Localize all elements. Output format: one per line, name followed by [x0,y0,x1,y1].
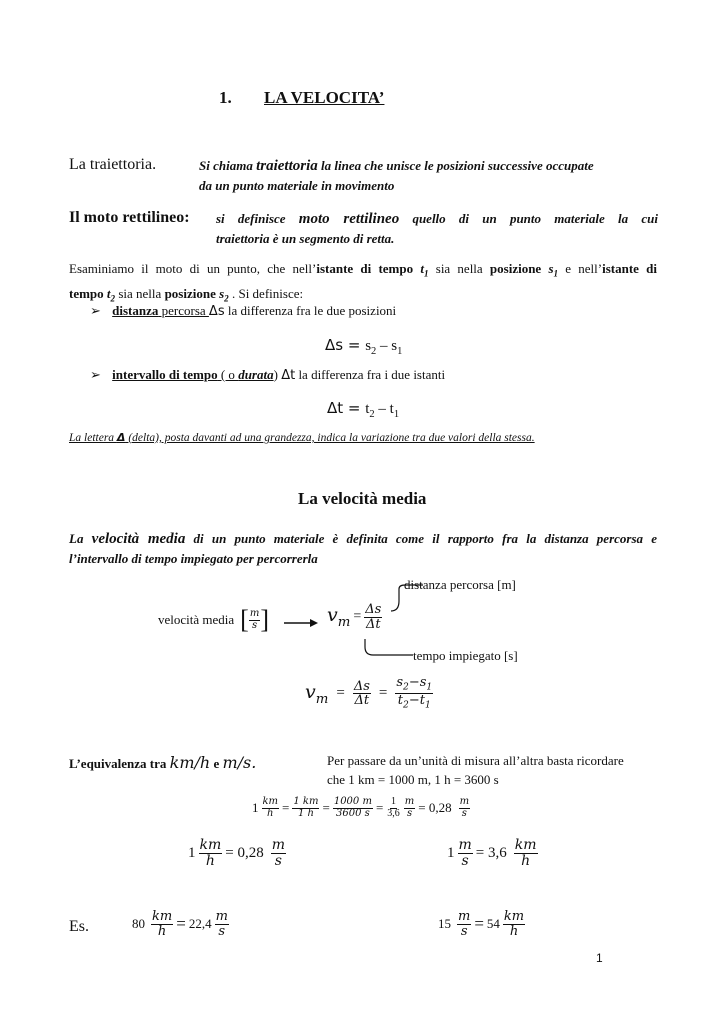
bullet1-distanza: distanza [112,303,159,318]
intro-s1-var: s [548,261,554,276]
conv-f2n: 1 km [293,796,319,807]
formula-t-lhs: Δt = [327,399,366,417]
intro-t1-sub: 1 [423,268,429,279]
delta-note-a: La lettera [69,432,117,444]
conv-f1d: h [267,807,274,819]
formula-t-t1-var: t [389,401,394,417]
n2m: − [408,675,420,690]
formula-delta-t [327,399,399,420]
label-time: tempo impiegato [s] [413,648,518,663]
conv-f6n: m [459,796,470,807]
traiettoria-def-line1 [199,156,669,176]
intro-t2 [106,285,116,304]
page-title [219,88,384,108]
conv-f3d: 3600 s [336,807,370,819]
conv-c1: 1 [252,800,259,815]
intro-s1 [548,261,559,279]
page-number: 1 [596,951,603,965]
formula-t-t1-sub: 1 [393,409,400,420]
rule-right-n2: km [514,837,537,853]
rule-right-c: 1 [447,844,455,861]
conv-frac3 [333,797,373,819]
rule-left-d2: s [274,852,282,869]
diagram-den: Δt [365,616,381,632]
formula-s-s2-var: s [365,338,372,354]
diagram-vm-formula [327,603,382,631]
bullet-intervallo [90,367,445,383]
traiettoria-def-line2: da un punto materiale in movimento [199,178,395,193]
moto-def-line2: traiettoria è un segmento di retta. [216,231,395,246]
intro-tempo: tempo [69,285,107,301]
formula-vm-eq2: = [378,685,388,702]
vm-def-line1 [69,529,657,549]
right-arrow-icon [284,618,318,628]
n2a-sub: 2 [403,682,409,693]
intro-s2-sub: 2 [224,293,229,304]
conv-f5n: m [404,796,415,807]
bullet2-text: la differenza fra i due istanti [295,367,446,382]
conv-f1n: km [262,796,279,807]
formula-s-s1-sub: 1 [397,346,403,357]
bullet1-percorsa: percorsa [158,303,209,318]
moto-definition [216,209,658,248]
formula-vm-eq1: = [336,685,345,702]
conv-frac4 [386,797,401,819]
ex-right-n: m [458,909,471,924]
intro-text: Esaminiamo il moto di un punto, che nell’ [69,261,317,276]
equivalence-and: e [210,756,223,771]
bullet1-delta-s: Δs [208,304,225,319]
moto-def-a: si definisce [216,211,299,226]
label-velocita-media [158,607,269,633]
intro-t1-var: t [420,261,424,276]
formula-s-s2-sub: 2 [371,346,377,357]
conv-eq2: = [322,800,330,815]
rule-left-eq: = 0,28 [225,844,264,861]
intro-s2-var: s [219,285,225,301]
diagram-v: v [327,604,338,627]
formula-s-s2 [365,338,377,357]
equivalence-ms: m/s. [222,753,257,772]
intro-s1-sub: 1 [553,268,559,279]
traiettoria-label [69,156,156,174]
arrow-bullet-icon: ➢ [90,368,101,383]
conv-eq3: = [375,800,384,815]
conv-f4n: 1 [391,796,397,807]
vm-definition [69,529,657,568]
unit-num: m [249,608,260,619]
vm-def-line2: l’intervallo di tempo impiegato per percorrerla [69,551,318,566]
equivalence-kmh: km/h [169,753,211,772]
d2a: t [397,693,404,709]
bracket-left: [ [240,605,249,634]
arrow-bullet-icon: ➢ [90,304,101,319]
ex-right-eq: = [474,914,484,934]
n2b-sub: 1 [426,682,433,693]
diagram-num: Δs [365,602,382,617]
rule-right-frac2 [514,838,538,868]
rule-left-n2: m [271,837,286,853]
ex-left-c: 80 [132,916,145,932]
intro-t2-sub: 2 [110,293,116,304]
bullet-distanza [90,303,396,319]
conv-frac2 [292,797,319,819]
vm-def-c: di un punto materiale è definita come il rapporto fra la distanza percorsa e [185,531,658,546]
intro-t2-var: t [106,285,111,301]
ex-left-val: 22,4 [188,916,212,932]
equivalence-explanation [327,751,624,789]
traiettoria-def-b: la linea che unisce le posizioni successive occupate [317,158,594,173]
vm-def-a: La [69,531,92,546]
ex-left-frac1 [151,910,173,938]
label-vm-text: velocità media [158,612,235,627]
intro-istante-2: istante di [602,261,657,276]
conv-eq4: = 0,28 [418,800,452,815]
formula-vm-n1: Δs [353,678,370,694]
intro-text: . Si definisce: [228,285,304,301]
conv-frac5 [404,797,415,819]
traiettoria-def-a: Si chiama [199,158,257,173]
formula-vm-lhs [305,681,328,707]
intro-paragraph [69,259,657,308]
unit-frac [249,609,260,631]
ex-right-d2: h [509,923,519,939]
bullet2-close: ) [273,367,282,382]
rule-ms-to-kmh [447,838,538,868]
conv-f5d: s [406,807,413,819]
traiettoria-term: traiettoria [256,158,318,174]
unit-den: s [252,619,258,631]
ex-right-c: 15 [438,916,451,932]
equivalence-right-2: che 1 km = 1000 m, 1 h = 3600 s [327,772,499,787]
d2b: t [419,693,425,709]
d2m: − [408,693,420,709]
delta-note-symbol: Δ [116,431,126,444]
bullet2-delta-t: Δt [281,368,296,383]
rule-left-n: km [199,837,222,853]
formula-t-t2 [365,401,375,420]
ex-right-val: 54 [486,916,500,932]
delta-note-c: (delta), posta davanti ad una grandezza, indica la variazione tra due valori della stessa. [125,432,535,444]
example-label: Es. [69,918,89,935]
formula-vm-frac2 [395,676,433,711]
d2b-sub: 1 [424,700,431,711]
conversion-chain [252,797,470,819]
conv-f2d: 1 h [297,807,314,819]
rule-kmh-to-ms [188,838,286,868]
rule-left-d: h [205,852,215,869]
formula-s-minus: – [376,338,392,354]
rule-left-c: 1 [188,844,196,861]
formula-vm-d1: Δt [354,693,370,709]
intro-posizione-2: posizione [164,285,220,301]
diagram-vm [327,604,350,630]
ex-right-n2: km [503,909,525,924]
section-subtitle: La velocità media [298,489,427,508]
diagram-vm-sub: m [337,615,351,631]
title-text: LA VELOCITA’ [264,88,385,107]
intro-istante: istante di tempo [316,261,421,276]
equivalence-right-1: Per passare da un’unità di misura all’altra basta ricordare [327,753,624,768]
unit-bracket [240,607,269,633]
bullet2-durata: durata [238,367,274,382]
ex-right-frac1 [457,910,471,938]
moto-label: Il moto rettilineo: [69,209,190,226]
moto-term: moto rettilineo [298,211,400,227]
formula-vm-n2 [395,676,433,694]
moto-def-line1 [216,209,658,229]
formula-delta-s [325,336,402,357]
ex-left-n2: m [215,909,228,924]
ex-right-frac2 [503,910,525,938]
formula-vm [305,676,433,711]
rule-right-d2: h [521,852,531,869]
diagram-frac [364,603,382,631]
conv-f3n: 1000 m [333,796,372,807]
example-right [438,910,525,938]
conv-f6d: s [461,807,467,819]
conv-frac6 [459,797,470,819]
moto-def-b: quello di un punto materiale la cui [399,211,658,226]
ex-left-d2: s [218,923,226,939]
bullet2-paren: ( o [217,367,239,382]
rule-left-frac1 [199,838,223,868]
bracket-right: ] [260,605,269,634]
brace-bottom [365,639,413,655]
intro-text: sia nella [428,261,490,276]
rule-right-d: s [461,852,469,869]
conv-f4d: 3,6 [387,807,400,819]
intro-line1 [69,259,657,284]
rule-left-frac2 [271,838,286,868]
ex-left-eq: = [176,914,186,934]
traiettoria-label-dot: . [152,156,157,173]
d2a-sub: 2 [403,700,409,711]
formula-t-t2-var: t [365,401,370,417]
intro-s2 [219,285,229,304]
diagram-eq: = [353,609,362,625]
intro-text: e nell’ [558,261,603,276]
intro-posizione: posizione [489,261,549,276]
ex-right-d: s [460,923,468,939]
equivalence-label [69,753,256,772]
rule-right-eq: = 3,6 [475,844,507,861]
formula-t-t1 [389,401,400,420]
rule-right-frac1 [458,838,473,868]
formula-vm-sub: m [315,691,329,707]
title-number: 1. [219,88,232,107]
traiettoria-label-text: La traiettoria [69,156,153,173]
bullet2-intervallo: intervallo di tempo [112,367,218,382]
ex-left-d: h [157,923,167,939]
formula-vm-v: v [305,680,316,703]
n2b: s [419,675,427,690]
formula-t-minus: – [374,401,390,417]
conv-eq1: = [282,800,290,815]
intro-text: sia nella [115,285,165,301]
equivalence-label-a: L’equivalenza tra [69,756,170,771]
bullet1-text: la differenza fra le due posizioni [224,303,397,318]
traiettoria-definition [199,156,669,195]
example-left [132,910,229,938]
delta-note [69,431,535,444]
ex-left-n: km [152,909,173,924]
formula-vm-frac1 [353,680,371,708]
rule-right-n: m [458,837,472,853]
intro-t1 [420,261,429,279]
ex-left-frac2 [215,910,229,938]
formula-vm-d2 [397,694,432,711]
vm-def-term: velocità media [91,531,186,547]
formula-s-s1 [391,338,403,357]
n2a: s [396,675,404,690]
formula-s-s1-var: s [391,338,398,354]
formula-s-lhs: Δs = [325,336,366,354]
label-distance: distanza percorsa [m] [404,577,516,592]
formula-t-t2-sub: 2 [369,409,375,420]
conv-frac1 [262,797,280,819]
